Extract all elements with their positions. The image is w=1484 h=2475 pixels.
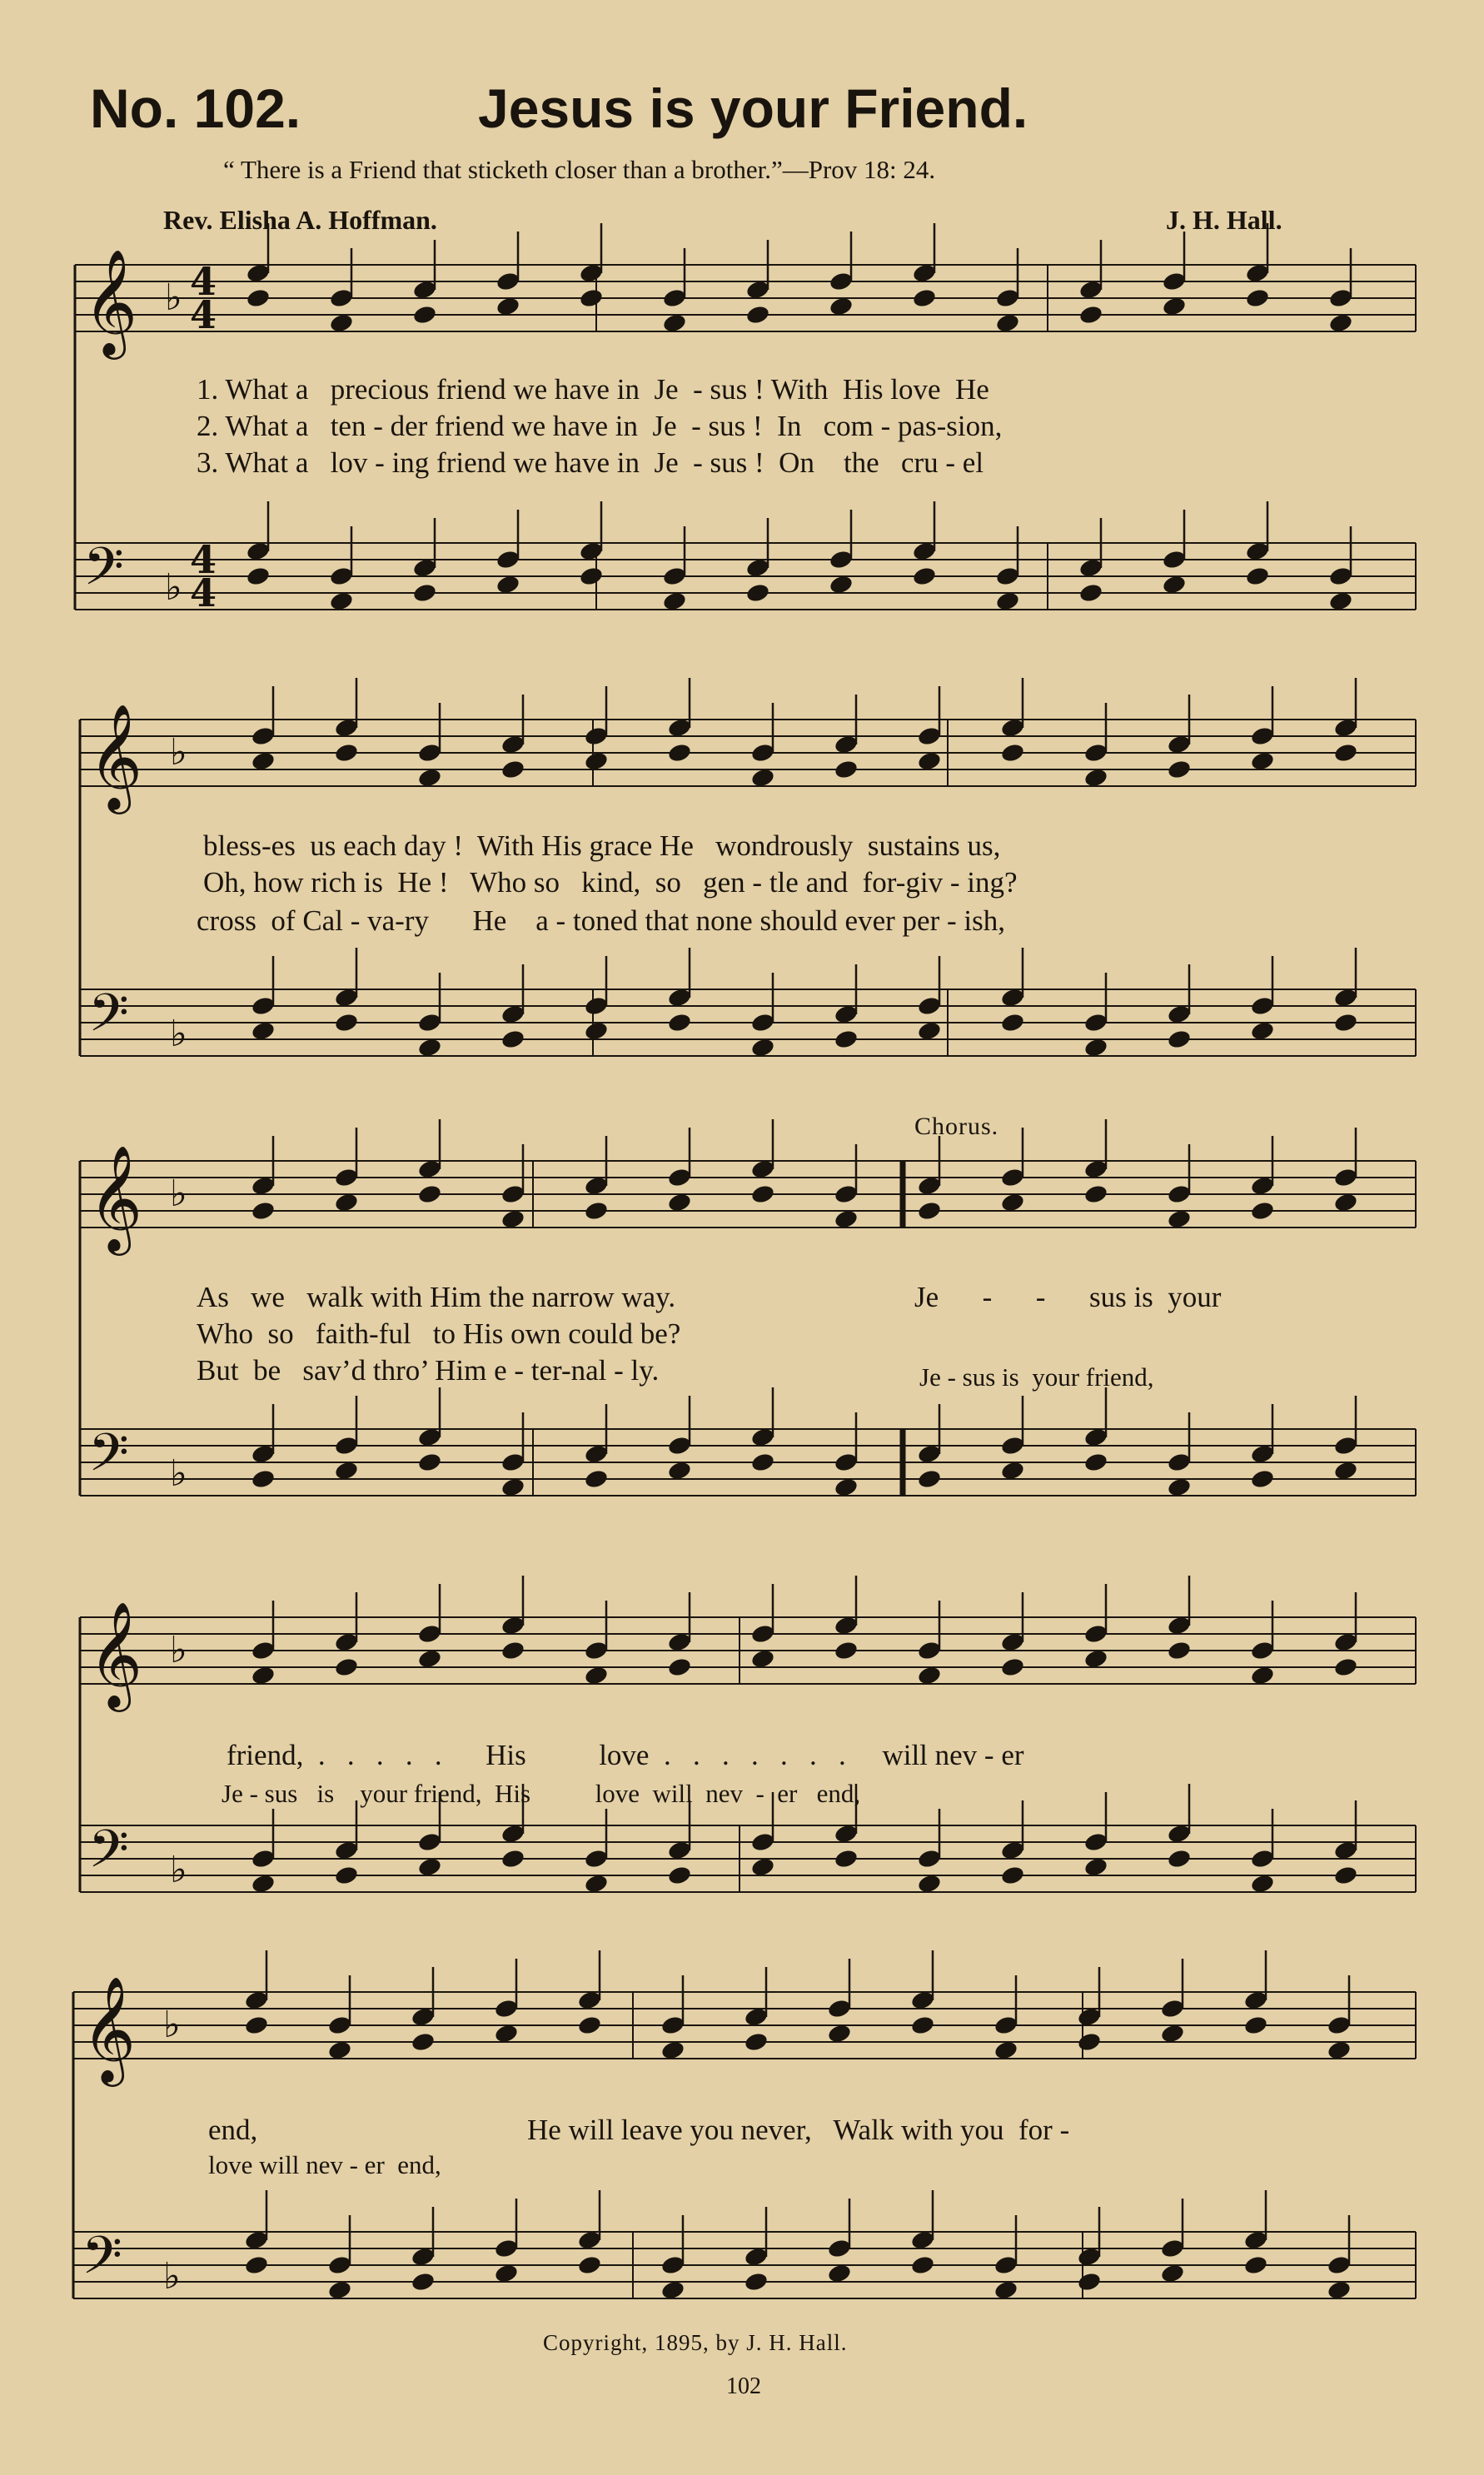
chorus-line-2-upper: friend, . . . . . His love . . . . . . . will nev - er bbox=[227, 1739, 1024, 1771]
flat-icon: ♭ bbox=[165, 276, 182, 319]
note-head bbox=[750, 742, 776, 764]
note-head bbox=[917, 725, 943, 747]
note-head bbox=[579, 287, 605, 309]
note-head bbox=[251, 1640, 276, 1661]
note-head bbox=[660, 2254, 686, 2276]
note-head bbox=[667, 1012, 693, 1033]
note-head bbox=[495, 271, 521, 292]
note-head bbox=[827, 2238, 853, 2259]
note-head bbox=[750, 1183, 776, 1205]
note-head bbox=[251, 995, 276, 1017]
note-head bbox=[500, 1028, 526, 1050]
flat-icon: ♭ bbox=[163, 2004, 181, 2046]
note-head bbox=[1250, 1468, 1276, 1490]
note-head bbox=[912, 287, 938, 309]
note-head bbox=[494, 1998, 520, 2019]
note-head bbox=[329, 565, 355, 587]
chorus-line-3-lower: love will nev - er end, bbox=[208, 2150, 441, 2179]
note-head bbox=[327, 2014, 353, 2036]
note-head bbox=[417, 1183, 443, 1205]
verse-2-line-2: Oh, how rich is He ! Who so kind, so gen - tle and for-giv - ing? bbox=[203, 866, 1018, 899]
note-head bbox=[1167, 1640, 1193, 1661]
note-head bbox=[1327, 2254, 1352, 2276]
note-head bbox=[1333, 742, 1359, 764]
flat-icon: ♭ bbox=[170, 1849, 187, 1891]
note-head bbox=[494, 2238, 520, 2259]
note-head bbox=[834, 1183, 859, 1205]
chorus-line-2-lower: Je - sus is your friend, His love will nev - er end, bbox=[222, 1779, 861, 1808]
note-head bbox=[500, 1640, 526, 1661]
note-head bbox=[1245, 287, 1271, 309]
note-head bbox=[744, 2271, 769, 2293]
note-head bbox=[917, 1848, 943, 1870]
note-head bbox=[1000, 742, 1026, 764]
note-head bbox=[334, 742, 360, 764]
verse-3-line-3: But be sav’d thro’ Him e - ter-nal - ly. bbox=[197, 1354, 660, 1387]
note-head bbox=[251, 725, 276, 747]
bass-clef-icon: 𝄢 bbox=[88, 1818, 129, 1892]
note-head bbox=[246, 287, 271, 309]
chorus-label: Chorus. bbox=[914, 1113, 999, 1140]
note-head bbox=[1083, 1831, 1109, 1853]
hymn-number: No. 102. bbox=[90, 77, 301, 139]
note-head bbox=[334, 1865, 360, 1886]
note-head bbox=[750, 1452, 776, 1473]
note-head bbox=[417, 1623, 443, 1645]
note-head bbox=[662, 287, 688, 309]
copyright-notice: Copyright, 1895, by J. H. Hall. bbox=[543, 2330, 848, 2355]
note-head bbox=[1250, 995, 1276, 1017]
note-head bbox=[1333, 1656, 1359, 1678]
flat-icon: ♭ bbox=[170, 1013, 187, 1055]
note-head bbox=[1250, 1848, 1276, 1870]
note-head bbox=[334, 1435, 360, 1457]
note-head bbox=[834, 1452, 859, 1473]
note-head bbox=[246, 565, 271, 587]
note-head bbox=[417, 1452, 443, 1473]
page-number: 102 bbox=[726, 2373, 761, 2399]
note-head bbox=[1083, 1452, 1109, 1473]
note-head bbox=[500, 1183, 526, 1205]
note-head bbox=[1162, 549, 1188, 570]
note-head bbox=[1162, 271, 1188, 292]
note-head bbox=[251, 1200, 276, 1222]
note-head bbox=[827, 1998, 853, 2019]
note-head bbox=[667, 1167, 693, 1188]
note-head bbox=[412, 304, 438, 326]
note-head bbox=[750, 1623, 776, 1645]
note-head bbox=[1083, 742, 1109, 764]
time-signature: 4 bbox=[190, 570, 217, 615]
note-head bbox=[662, 565, 688, 587]
note-head bbox=[584, 725, 610, 747]
note-head bbox=[834, 759, 859, 780]
note-head bbox=[1328, 565, 1354, 587]
note-head bbox=[667, 1435, 693, 1457]
note-head bbox=[1000, 1435, 1026, 1457]
note-head bbox=[1333, 1435, 1359, 1457]
time-signature: 4 bbox=[190, 537, 217, 582]
note-head bbox=[417, 1831, 443, 1853]
note-head bbox=[1160, 1998, 1186, 2019]
note-head bbox=[744, 2031, 769, 2053]
note-head bbox=[1083, 1012, 1109, 1033]
flat-icon: ♭ bbox=[163, 2255, 181, 2298]
note-head bbox=[334, 1012, 360, 1033]
note-head bbox=[1000, 1656, 1026, 1678]
flat-icon: ♭ bbox=[165, 566, 182, 609]
note-head bbox=[579, 565, 605, 587]
verse-2-line-1: 2. What a ten - der friend we have in Je - sus ! In com - pas-sion, bbox=[197, 410, 1003, 442]
note-head bbox=[1077, 2271, 1103, 2293]
hymn-title: Jesus is your Friend. bbox=[478, 77, 1028, 139]
note-head bbox=[745, 304, 771, 326]
note-head bbox=[1333, 1012, 1359, 1033]
note-head bbox=[995, 565, 1021, 587]
note-head bbox=[750, 1831, 776, 1853]
note-head bbox=[584, 1468, 610, 1490]
note-head bbox=[577, 2254, 603, 2276]
note-head bbox=[584, 1848, 610, 1870]
note-head bbox=[1250, 1640, 1276, 1661]
note-head bbox=[912, 565, 938, 587]
note-head bbox=[993, 2254, 1019, 2276]
note-head bbox=[750, 1012, 776, 1033]
note-head bbox=[910, 2254, 936, 2276]
note-head bbox=[584, 1640, 610, 1661]
verse-2-line-3: Who so faith-ful to His own could be? bbox=[197, 1317, 681, 1350]
note-head bbox=[834, 1848, 859, 1870]
treble-clef-icon: 𝄞 bbox=[83, 248, 138, 355]
note-head bbox=[1243, 2014, 1269, 2036]
note-head bbox=[500, 1848, 526, 1870]
bass-clef-icon: 𝄢 bbox=[83, 535, 124, 610]
note-head bbox=[1078, 304, 1104, 326]
note-head bbox=[917, 1640, 943, 1661]
note-head bbox=[910, 2014, 936, 2036]
treble-clef-icon: 𝄞 bbox=[82, 1975, 137, 2082]
chorus-line-1-upper: Je - - sus is your bbox=[914, 1281, 1222, 1313]
note-head bbox=[1083, 1623, 1109, 1645]
note-head bbox=[917, 995, 943, 1017]
note-head bbox=[1083, 1183, 1109, 1205]
time-signature: 4 bbox=[190, 292, 217, 337]
note-head bbox=[417, 742, 443, 764]
verse-3-line-1: 3. What a lov - ing friend we have in Je - sus ! On the cru - el bbox=[197, 446, 984, 479]
treble-clef-icon: 𝄞 bbox=[88, 1601, 143, 1707]
note-head bbox=[584, 995, 610, 1017]
note-head bbox=[1333, 1167, 1359, 1188]
note-head bbox=[1167, 759, 1193, 780]
note-head bbox=[993, 2014, 1019, 2036]
note-head bbox=[829, 271, 854, 292]
flat-icon: ♭ bbox=[170, 731, 187, 774]
note-head bbox=[411, 2031, 436, 2053]
chorus-line-3-upper: end, He will leave you never, Walk with you for - bbox=[208, 2114, 1070, 2146]
note-head bbox=[1250, 725, 1276, 747]
note-head bbox=[1245, 565, 1271, 587]
note-head bbox=[1160, 2238, 1186, 2259]
note-head bbox=[1333, 1865, 1359, 1886]
time-signature: 4 bbox=[190, 259, 217, 304]
note-head bbox=[244, 2014, 270, 2036]
note-head bbox=[500, 759, 526, 780]
note-head bbox=[251, 1468, 276, 1490]
note-head bbox=[327, 2254, 353, 2276]
note-head bbox=[1250, 1200, 1276, 1222]
note-head bbox=[417, 1012, 443, 1033]
scripture-epigraph: “ There is a Friend that sticketh closer than a brother.”—Prov 18: 24. bbox=[223, 155, 936, 184]
note-head bbox=[577, 2014, 603, 2036]
verse-1-line-1: 1. What a precious friend we have in Je - sus ! With His love He bbox=[197, 373, 989, 406]
note-head bbox=[1167, 1183, 1193, 1205]
note-head bbox=[667, 1865, 693, 1886]
treble-clef-icon: 𝄞 bbox=[88, 1144, 143, 1251]
flat-icon: ♭ bbox=[170, 1629, 187, 1671]
note-head bbox=[667, 742, 693, 764]
bass-clef-icon: 𝄢 bbox=[88, 982, 129, 1056]
treble-clef-icon: 𝄞 bbox=[88, 703, 143, 809]
note-head bbox=[834, 1640, 859, 1661]
flat-icon: ♭ bbox=[170, 1173, 187, 1215]
composer: J. H. Hall. bbox=[1166, 205, 1282, 235]
note-head bbox=[917, 1468, 943, 1490]
bass-clef-icon: 𝄢 bbox=[88, 1422, 129, 1496]
note-head bbox=[1000, 1167, 1026, 1188]
note-head bbox=[1243, 2254, 1269, 2276]
note-head bbox=[834, 1028, 859, 1050]
note-head bbox=[1328, 287, 1354, 309]
note-head bbox=[745, 582, 771, 604]
note-head bbox=[495, 549, 521, 570]
note-head bbox=[1078, 582, 1104, 604]
note-head bbox=[1000, 1865, 1026, 1886]
note-head bbox=[1167, 1452, 1193, 1473]
bass-clef-icon: 𝄢 bbox=[82, 2224, 122, 2298]
note-head bbox=[334, 1656, 360, 1678]
note-head bbox=[412, 582, 438, 604]
note-head bbox=[251, 1848, 276, 1870]
note-head bbox=[411, 2271, 436, 2293]
note-head bbox=[1167, 1848, 1193, 1870]
note-head bbox=[667, 1656, 693, 1678]
note-head bbox=[660, 2014, 686, 2036]
note-head bbox=[334, 1167, 360, 1188]
note-head bbox=[1077, 2031, 1103, 2053]
note-head bbox=[995, 287, 1021, 309]
note-head bbox=[917, 1200, 943, 1222]
verse-1-line-2: bless-es us each day ! With His grace He wondrously sustains us, bbox=[203, 829, 1001, 862]
verse-3-line-2: cross of Cal - va-ry He a - toned that none should ever per - ish, bbox=[197, 904, 1005, 937]
note-head bbox=[1167, 1028, 1193, 1050]
note-head bbox=[329, 287, 355, 309]
note-head bbox=[584, 1200, 610, 1222]
flat-icon: ♭ bbox=[170, 1452, 187, 1495]
note-head bbox=[829, 549, 854, 570]
lyricist: Rev. Elisha A. Hoffman. bbox=[163, 205, 437, 235]
note-head bbox=[1327, 2014, 1352, 2036]
verse-1-line-3: As we walk with Him the narrow way. bbox=[197, 1281, 676, 1313]
note-head bbox=[500, 1452, 526, 1473]
note-head bbox=[244, 2254, 270, 2276]
note-head bbox=[1000, 1012, 1026, 1033]
chorus-line-1-lower: Je - sus is your friend, bbox=[919, 1362, 1154, 1392]
